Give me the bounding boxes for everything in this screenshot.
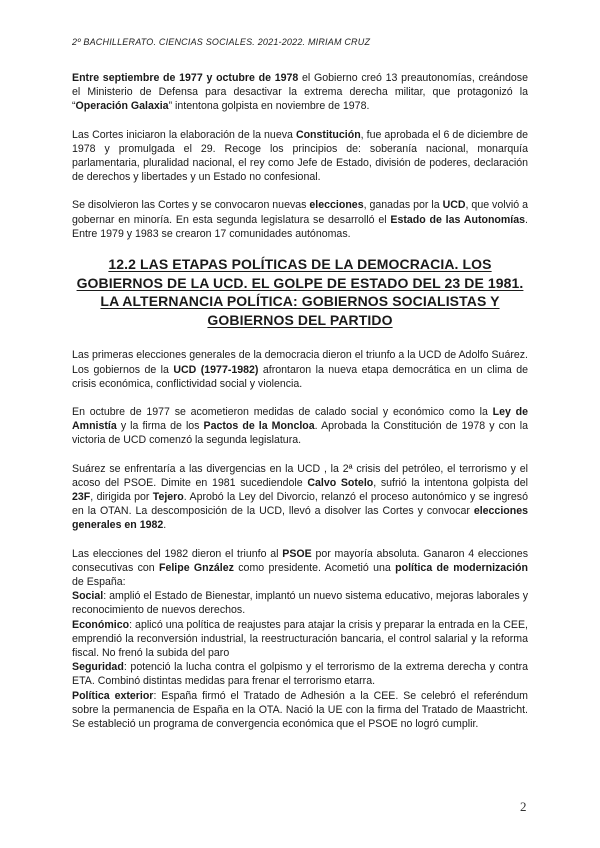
section-heading: 12.2 LAS ETAPAS POLÍTICAS DE LA DEMOCRACIA. LOS GOBIERNOS DE LA UCD. EL GOLPE DE ESTADO DEL 23 DE 1981. LA ALTERNANCIA POLÍTICA: GOBIERNOS SOCIALISTAS Y GOBIERNOS DEL PARTIDO [76,256,524,328]
paragraph-psoe-1982: Las elecciones del 1982 dieron el triunfo al PSOE por mayoría absoluta. Ganaron 4 elecciones consecutivas con Felipe Gnzález como presidente. Acometió una política de modernización de España: [72,547,528,589]
page-content [72,71,528,731]
paragraph-preautonomias: Entre septiembre de 1977 y octubre de 1978 el Gobierno creó 13 preautonomías, creándose el Ministerio de Defensa para desactivar la extrema derecha militar, que protagonizó la “Operación Galaxia” intentona golpista en noviembre de 1978. [72,72,528,113]
paragraph-economico: Económico: aplicó una política de reajustes para atajar la crisis y preparar la entrada en la CEE, emprendió la reconversión industrial, la reestructuración bancaria, el control salarial y la reforma fiscal. No frenó la subida del paro [72,618,528,660]
paragraph-politica-exterior: Política exterior: España firmó el Tratado de Adhesión a la CEE. Se celebró el referéndum sobre la permanencia de España en la OTA. Nació la UE con la firma del Tratado de Maastricht. Se estableció un programa de convergencia económica que el PSOE no logró cumplir. [72,689,528,731]
paragraph-primeras-elecciones: Las primeras elecciones generales de la democracia dieron el triunfo a la UCD de Adolfo Suárez. Los gobiernos de la UCD (1977-1982) afrontaron la nueva etapa democrática en un clima de crisis económica, conflictividad social y violencia. [72,349,528,390]
paragraph-social: Social: amplió el Estado de Bienestar, implantó un nuevo sistema educativo, mejoras laborales y reconocimiento de nuevos derechos. [72,590,528,617]
paragraph-amnistia-moncloa: En octubre de 1977 se acometieron medidas de calado social y económico como la Ley de Amnistía y la firma de los Pactos de la Moncloa. Aprobada la Constitución de 1978 y con la victoria de UCD comenzó la segunda legislatura. [72,406,529,447]
page-header: 2º BACHILLERATO. CIENCIAS SOCIALES. 2021-2022. MIRIAM CRUZ [72,37,371,47]
paragraph-elecciones-autonomias: Se disolvieron las Cortes y se convocaron nuevas elecciones, ganadas por la UCD, que volvió a gobernar en minoría. En esta segunda legislatura se desarrolló el Estado de las Autonomías. Entre 1979 y 1983 se crearon 17 comunidades autónomas. [72,199,528,240]
paragraph-constitucion: Las Cortes iniciaron la elaboración de la nueva Constitución, fue aprobada el 6 de diciembre de 1978 y promulgada el 29. Recoge los principios de: soberanía nacional, monarquía parlamentaria, pluralidad nacional, el rey como Jefe de Estado, división de poderes, declaración de derechos y libertades y un Estado no confesional. [72,128,528,184]
page-number: 2 [520,799,527,814]
paragraph-seguridad: Seguridad: potenció la lucha contra el golpismo y el terrorismo de la extrema derecha y contra ETA. Combinó distintas medidas para frenar el terrorismo etarra. [72,661,528,688]
paragraph-suarez-calvo-sotelo: Suárez se enfrentaría a las divergencias en la UCD , la 2ª crisis del petróleo, el terrorismo y el acoso del PSOE. Dimite en 1981 sucediendole Calvo Sotelo, sufrió la intentona golpista del 23F, dirigida por Tejero. Aprobó la Ley del Divorcio, relanzó el proceso autonómico y se ingresó en la OTAN. La descomposición de la UCD, llevó a disolver las Cortes y convocar elecciones generales en 1982. [72,462,528,532]
